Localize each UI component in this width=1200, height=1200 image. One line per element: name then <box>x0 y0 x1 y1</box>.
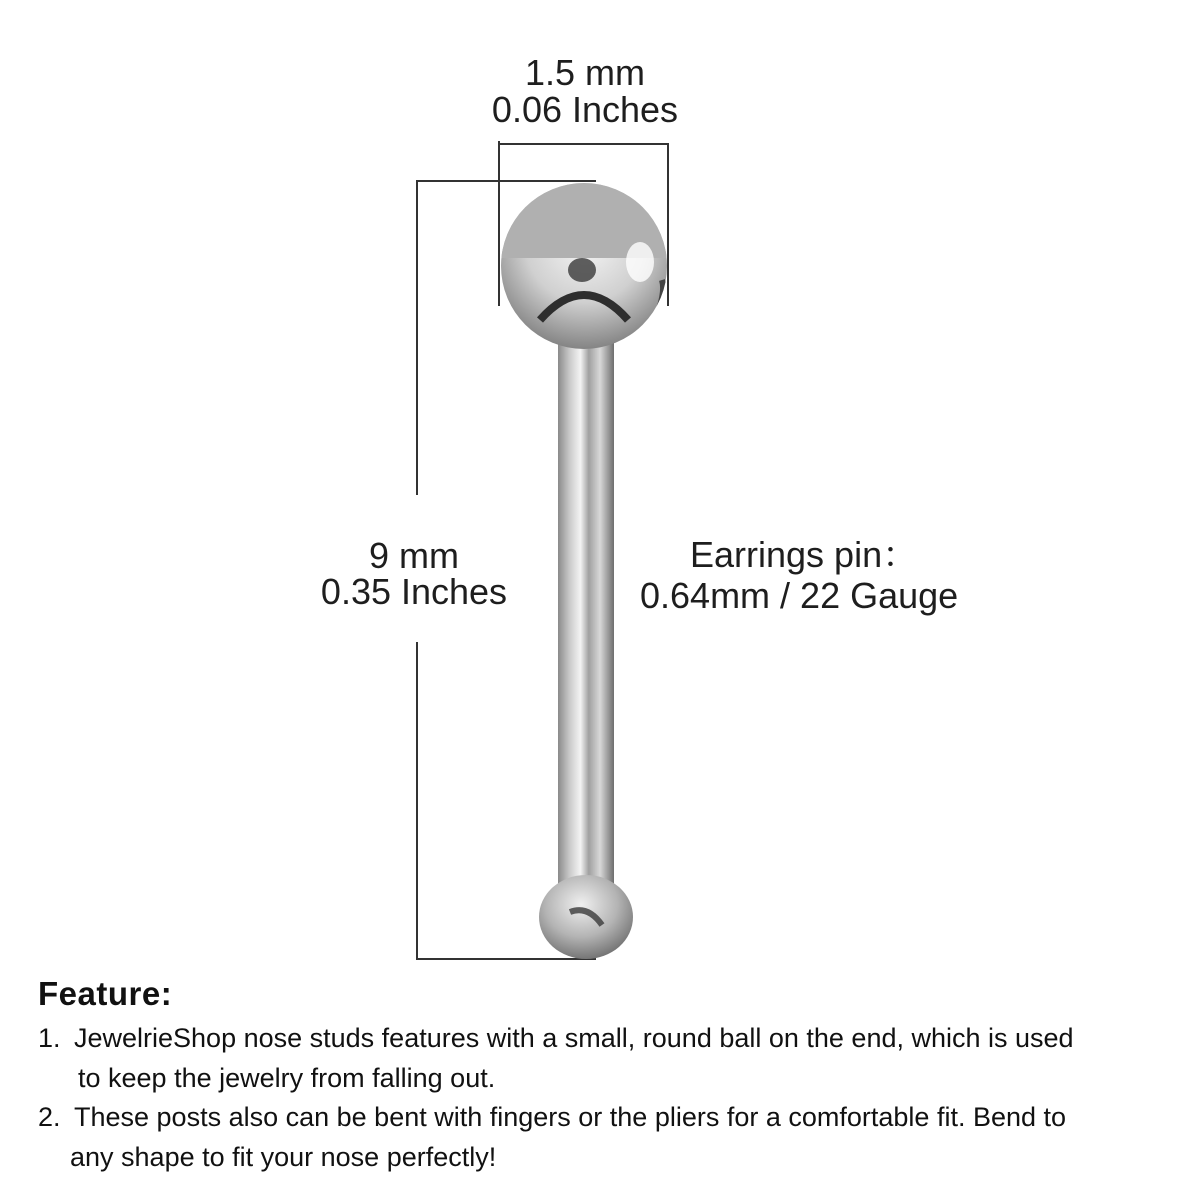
feature-item-1 <box>38 1018 1074 1098</box>
stem <box>558 340 614 905</box>
feature-item-line1: These posts also can be bent with fingers or the pliers for a comfortable fit. Bend to <box>74 1102 1067 1132</box>
feature-item-2 <box>38 1097 1066 1177</box>
ball-width-inches: 0.06 Inches <box>491 89 679 130</box>
feature-title: Feature: <box>38 975 173 1012</box>
feature-item-number: 1. <box>38 1023 61 1053</box>
length-inches: 0.35 Inches <box>320 571 508 612</box>
length-mm: 9 mm <box>369 535 459 576</box>
feature-item-line2: any shape to fit your nose perfectly! <box>70 1142 497 1172</box>
ball-width-mm: 1.5 mm <box>524 52 646 93</box>
feature-item-line2: to keep the jewelry from falling out. <box>78 1063 496 1093</box>
pin-value: 0.64mm / 22 Gauge <box>640 575 959 616</box>
top-ball <box>500 183 670 353</box>
pin-label: Earrings pin： <box>690 534 919 575</box>
feature-item-number: 2. <box>38 1102 61 1132</box>
feature-item-line1: JewelrieShop nose studs features with a small, round ball on the end, which is used <box>74 1023 1074 1053</box>
bottom-ball <box>539 875 633 959</box>
